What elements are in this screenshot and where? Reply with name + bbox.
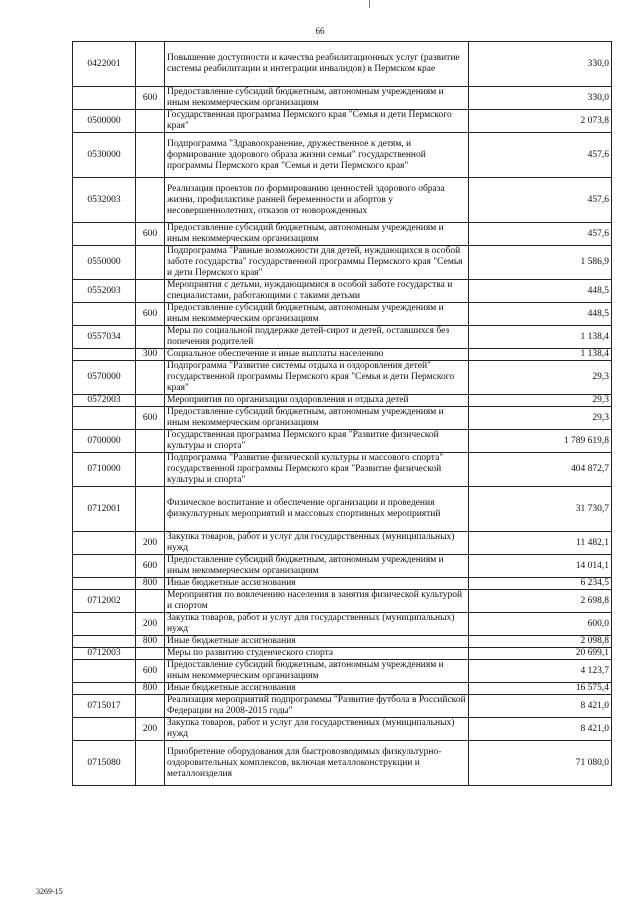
- table-row: [73, 326, 612, 349]
- table-row: [73, 361, 612, 395]
- table-row: [73, 303, 612, 326]
- amount-cell: 71 080,0: [469, 741, 612, 786]
- expense-type-cell: [136, 42, 165, 87]
- expense-type-cell: [136, 487, 165, 532]
- expense-type-cell: [136, 648, 165, 660]
- table-row: [73, 110, 612, 133]
- amount-cell: 2 098,8: [469, 636, 612, 648]
- expense-type-cell: [136, 280, 165, 303]
- amount-cell: 29,3: [469, 395, 612, 407]
- amount-cell: 4 123,7: [469, 660, 612, 683]
- description-cell: Предоставление субсидий бюджетным, автономным учреждениям и иным некоммерческим организациям: [165, 660, 469, 683]
- expense-type-cell: 200: [136, 718, 165, 741]
- amount-cell: 404 872,7: [469, 453, 612, 487]
- description-cell: Подпрограмма "Развитие системы отдыха и оздоровления детей" государственной программы Пермского края "Семья и дети Пермского края": [165, 361, 469, 395]
- description-cell: Предоставление субсидий бюджетным, автономным учреждениям и иным некоммерческим организациям: [165, 555, 469, 578]
- code-cell: 0712001: [73, 487, 136, 532]
- expense-type-cell: 600: [136, 660, 165, 683]
- description-cell: Меры по развитию студенческого спорта: [165, 648, 469, 660]
- expense-type-cell: [136, 246, 165, 280]
- code-cell: 0552003: [73, 280, 136, 303]
- amount-cell: 448,5: [469, 280, 612, 303]
- description-cell: Подпрограмма "Развитие физической культуры и массового спорта" государственной программы Пермского края "Развитие физической культуры и спорта": [165, 453, 469, 487]
- code-cell: 0715080: [73, 741, 136, 786]
- amount-cell: 11 482,1: [469, 532, 612, 555]
- table-row: [73, 487, 612, 532]
- expense-type-cell: 600: [136, 303, 165, 326]
- expense-type-cell: 600: [136, 407, 165, 430]
- table-row: [73, 613, 612, 636]
- table-row: [73, 430, 612, 453]
- code-cell: [73, 349, 136, 361]
- expense-type-cell: [136, 590, 165, 613]
- description-cell: Предоставление субсидий бюджетным, автономным учреждениям и иным некоммерческим организациям: [165, 303, 469, 326]
- description-cell: Мероприятия с детьми, нуждающимися в особой заботе государства и специалистами, работающими с такими детьми: [165, 280, 469, 303]
- table-row: [73, 590, 612, 613]
- code-cell: 0530000: [73, 133, 136, 178]
- expense-type-cell: 200: [136, 532, 165, 555]
- amount-cell: 330,0: [469, 42, 612, 87]
- expense-type-cell: 600: [136, 555, 165, 578]
- expense-type-cell: [136, 741, 165, 786]
- amount-cell: 1 138,4: [469, 349, 612, 361]
- description-cell: Закупка товаров, работ и услуг для государственных (муниципальных) нужд: [165, 532, 469, 555]
- amount-cell: 457,6: [469, 133, 612, 178]
- description-cell: Иные бюджетные ассигнования: [165, 636, 469, 648]
- description-cell: Мероприятия по организации оздоровления и отдыха детей: [165, 395, 469, 407]
- table-row: [73, 223, 612, 246]
- code-cell: 0532003: [73, 178, 136, 223]
- amount-cell: 31 730,7: [469, 487, 612, 532]
- amount-cell: 29,3: [469, 361, 612, 395]
- expense-type-cell: 300: [136, 349, 165, 361]
- expense-type-cell: [136, 133, 165, 178]
- description-cell: Предоставление субсидий бюджетным, автономным учреждениям и иным некоммерческим организациям: [165, 407, 469, 430]
- table-row: [73, 695, 612, 718]
- page-number: 66: [315, 26, 325, 36]
- description-cell: Предоставление субсидий бюджетным, автономным учреждениям и иным некоммерческим организациям: [165, 223, 469, 246]
- code-cell: 0572003: [73, 395, 136, 407]
- table-row: [73, 648, 612, 660]
- table-row: [73, 532, 612, 555]
- expense-type-cell: 600: [136, 223, 165, 246]
- description-cell: Государственная программа Пермского края "Семья и дети Пермского края": [165, 110, 469, 133]
- expense-type-cell: 800: [136, 683, 165, 695]
- code-cell: 0700000: [73, 430, 136, 453]
- description-cell: Подпрограмма "Равные возможности для детей, нуждающихся в особой заботе государства" государственной программы Пермского края "Семья и дети Пермского края": [165, 246, 469, 280]
- amount-cell: 600,0: [469, 613, 612, 636]
- table-row: [73, 87, 612, 110]
- amount-cell: 14 014,1: [469, 555, 612, 578]
- amount-cell: 2 698,8: [469, 590, 612, 613]
- expense-type-cell: [136, 395, 165, 407]
- amount-cell: 8 421,0: [469, 718, 612, 741]
- code-cell: 0550000: [73, 246, 136, 280]
- table-row: [73, 246, 612, 280]
- amount-cell: 8 421,0: [469, 695, 612, 718]
- table-row: [73, 636, 612, 648]
- expense-type-cell: 800: [136, 578, 165, 590]
- expense-type-cell: 600: [136, 87, 165, 110]
- code-cell: [73, 613, 136, 636]
- amount-cell: 20 699,1: [469, 648, 612, 660]
- table-row: [73, 718, 612, 741]
- description-cell: Приобретение оборудования для быстровозводимых физкультурно-оздоровительных комплексов, включая металлоконструкции и металлоизделия: [165, 741, 469, 786]
- description-cell: Закупка товаров, работ и услуг для государственных (муниципальных) нужд: [165, 718, 469, 741]
- code-cell: 0712002: [73, 590, 136, 613]
- amount-cell: 2 073,8: [469, 110, 612, 133]
- code-cell: 0570000: [73, 361, 136, 395]
- table-row: [73, 280, 612, 303]
- table-row: [73, 42, 612, 87]
- code-cell: 0500000: [73, 110, 136, 133]
- code-cell: [73, 532, 136, 555]
- expense-type-cell: [136, 326, 165, 349]
- code-cell: [73, 303, 136, 326]
- code-cell: [73, 718, 136, 741]
- code-cell: 0715017: [73, 695, 136, 718]
- description-cell: Социальное обеспечение и иные выплаты населению: [165, 349, 469, 361]
- expense-type-cell: [136, 361, 165, 395]
- description-cell: Реализация проектов по формированию ценностей здорового образа жизни, профилактике ранней беременности и абортов у несовершеннолетних, отказов от новорожденных: [165, 178, 469, 223]
- description-cell: Повышение доступности и качества реабилитационных услуг (развитие системы реабилитации и интеграции инвалидов) в Пермском крае: [165, 42, 469, 87]
- code-cell: 0557034: [73, 326, 136, 349]
- scan-mark: [369, 0, 370, 8]
- amount-cell: 457,6: [469, 223, 612, 246]
- expense-type-cell: 800: [136, 636, 165, 648]
- amount-cell: 448,5: [469, 303, 612, 326]
- code-cell: 0710000: [73, 453, 136, 487]
- table-row: [73, 683, 612, 695]
- description-cell: Физическое воспитание и обеспечение организации и проведения физкультурных мероприятий и массовых спортивных мероприятий: [165, 487, 469, 532]
- table-row: [73, 178, 612, 223]
- code-cell: [73, 660, 136, 683]
- code-cell: [73, 223, 136, 246]
- description-cell: Иные бюджетные ассигнования: [165, 683, 469, 695]
- amount-cell: 457,6: [469, 178, 612, 223]
- table-row: [73, 660, 612, 683]
- expense-type-cell: [136, 178, 165, 223]
- amount-cell: 1 789 619,8: [469, 430, 612, 453]
- table-row: [73, 407, 612, 430]
- expense-type-cell: [136, 110, 165, 133]
- amount-cell: 330,0: [469, 87, 612, 110]
- table-row: [73, 555, 612, 578]
- code-cell: [73, 578, 136, 590]
- description-cell: Мероприятия по вовлечению населения в занятия физической культурой и спортом: [165, 590, 469, 613]
- expense-type-cell: 200: [136, 613, 165, 636]
- description-cell: Иные бюджетные ассигнования: [165, 578, 469, 590]
- table-row: [73, 741, 612, 786]
- code-cell: 0422001: [73, 42, 136, 87]
- code-cell: [73, 407, 136, 430]
- table-row: [73, 349, 612, 361]
- description-cell: Подпрограмма "Здравоохранение, дружественное к детям, и формирование здорового образа жизни семьи" государственной программы Пермского края "Семья и дети Пермского края": [165, 133, 469, 178]
- amount-cell: 16 575,4: [469, 683, 612, 695]
- description-cell: Закупка товаров, работ и услуг для государственных (муниципальных) нужд: [165, 613, 469, 636]
- description-cell: Реализация мероприятий подпрограммы "Развитие футбола в Российской Федерации на 2008-2015 годы": [165, 695, 469, 718]
- table-row: [73, 453, 612, 487]
- footer-code: 3269-15: [36, 887, 63, 896]
- expense-type-cell: [136, 453, 165, 487]
- description-cell: Предоставление субсидий бюджетным, автономным учреждениям и иным некоммерческим организациям: [165, 87, 469, 110]
- table-row: [73, 578, 612, 590]
- code-cell: 0712003: [73, 648, 136, 660]
- amount-cell: 1 586,9: [469, 246, 612, 280]
- expense-type-cell: [136, 695, 165, 718]
- amount-cell: 29,3: [469, 407, 612, 430]
- amount-cell: 1 138,4: [469, 326, 612, 349]
- code-cell: [73, 87, 136, 110]
- description-cell: Государственная программа Пермского края "Развитие физической культуры и спорта": [165, 430, 469, 453]
- code-cell: [73, 683, 136, 695]
- code-cell: [73, 636, 136, 648]
- budget-table: [72, 41, 612, 786]
- table-row: [73, 133, 612, 178]
- table-row: [73, 395, 612, 407]
- code-cell: [73, 555, 136, 578]
- expense-type-cell: [136, 430, 165, 453]
- amount-cell: 6 234,5: [469, 578, 612, 590]
- description-cell: Меры по социальной поддержке детей-сирот и детей, оставшихся без попечения родителей: [165, 326, 469, 349]
